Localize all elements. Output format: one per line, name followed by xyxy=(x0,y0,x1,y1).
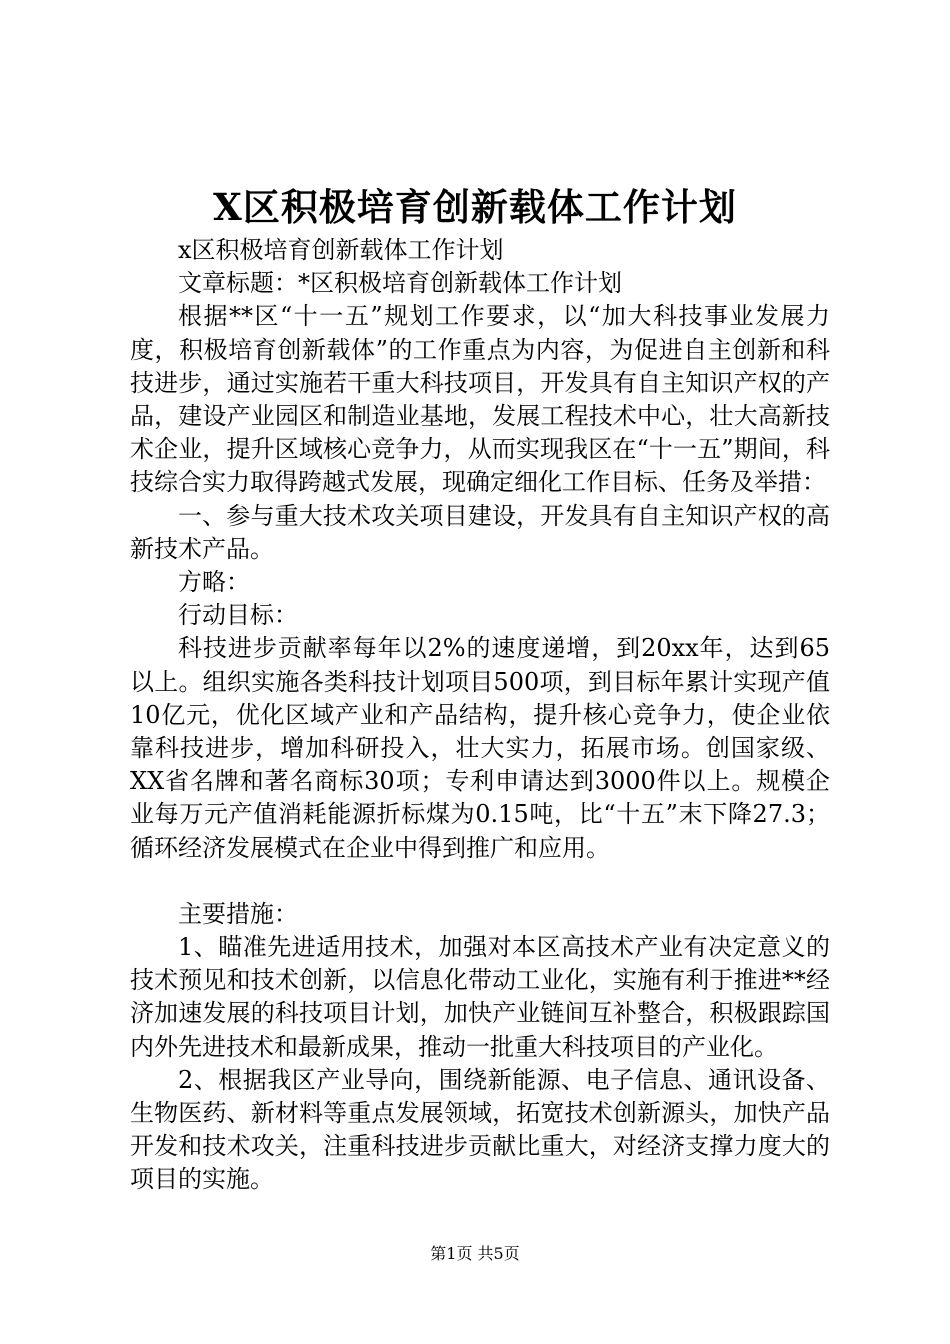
paragraph-measure-1: 1、瞄准先进适用技术，加强对本区高技术产业有决定意义的技术预见和技术创新，以信息化带动工业化，实施有利于推进**经济加速发展的科技项目计划，加快产业链间互补整合，积极跟踪国内外先进技术和最新成果，推动一批重大科技项目的产业化。 xyxy=(130,933,830,1061)
paragraph-article-title: 文章标题：*区积极培育创新载体工作计划 xyxy=(178,269,622,298)
document-title: X区积极培育创新载体工作计划 xyxy=(213,185,737,229)
paragraph-strategy-label: 方略： xyxy=(178,568,250,597)
paragraph-measure-2: 2、根据我区产业导向，围绕新能源、电子信息、通讯设备、生物医药、新材料等重点发展领域，拓宽技术创新源头，加快产品开发和技术攻关，注重科技进步贡献比重大，对经济支撑力度大的项目的实施。 xyxy=(130,1065,830,1194)
paragraph-measures-label: 主要措施： xyxy=(178,899,298,928)
paragraph-goals: 科技进步贡献率每年以2%的速度递增，到20xx年，达到65以上。组织实施各类科技计划项目500项，到目标年累计实现产值10亿元，优化区域产业和产品结构，提升核心竞争力，使企业依靠科技进步，增加科研投入，壮大实力，拓展市场。创国家级、XX省名牌和著名商标30项；专利申请达到3000件以上。规模企业每万元产值消耗能源折标煤为0.15吨，比“十五”末下降27.3；循环经济发展模式在企业中得到推广和应用。 xyxy=(130,634,830,862)
document-body xyxy=(130,234,830,1197)
paragraph-goal-label: 行动目标： xyxy=(178,601,298,630)
page-footer: 第1页 共5页 xyxy=(430,1244,520,1263)
paragraph-subtitle: x区积极培育创新载体工作计划 xyxy=(178,236,504,264)
paragraph-section-one: 一、参与重大技术攻关项目建设，开发具有自主知识产权的高新技术产品。 xyxy=(130,501,830,563)
paragraph-intro: 根据**区“十一五”规划工作要求，以“加大科技事业发展力度，积极培育创新载体”的工作重点为内容，为促进自主创新和科技进步，通过实施若干重大科技项目，开发具有自主知识产权的产品，建设产业园区和制造业基地，发展工程技术中心，壮大高新技术企业，提升区域核心竞争力，从而实现我区在“十一五”期间，科技综合实力取得跨越式发展，现确定细化工作目标、任务及举措： xyxy=(130,302,830,497)
